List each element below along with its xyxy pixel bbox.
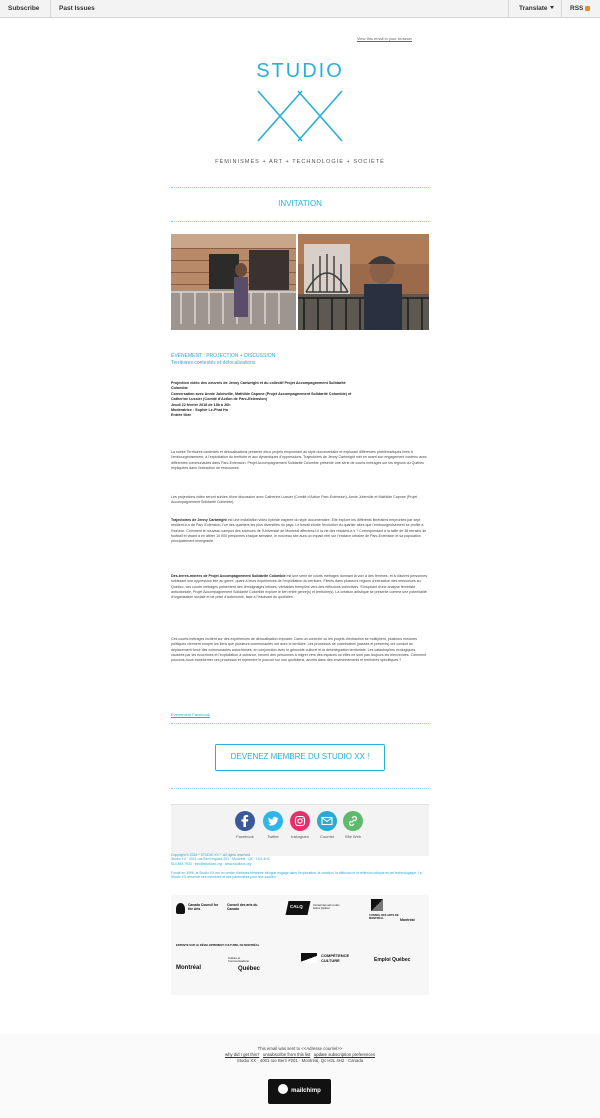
trajectoires-paragraph	[171, 518, 429, 544]
event-details	[171, 381, 429, 419]
email-footer	[0, 1046, 600, 1064]
des-terres-paragraph	[171, 574, 429, 600]
invitation-heading: INVITATION	[278, 199, 322, 208]
email-body	[0, 19, 600, 1034]
social-label: Facebook	[236, 834, 254, 839]
sponsor-culture-comm: Culture et Communications	[228, 956, 249, 964]
detail-line: Jeudi 22 février 2018 de 18h à 20h	[171, 402, 231, 407]
detail-line: Colombie	[171, 386, 188, 391]
canada-council-logo-icon	[176, 903, 185, 914]
detail-line: Catherine Lussier (Comité d'Action de Parc-Extension)	[171, 397, 267, 402]
intro-paragraph: La soirée Territoires contestés et délocalisations présente deux projets empruntant au style documentaire et explorant différentes problématiques liées à l'embourgeoisement, à l'exploitation du territoire et aux dynamiques d'oppressions. Trajectoires de Jenny Cartwright met en avant son engagement contenu avec différentes communautés dans Parc-Extension. Projet Accompagnement Solidarité Colombie présente une série de courts métrages sur les régions du Québec impliquées dans l'extraction de ressources.	[171, 450, 427, 470]
mailchimp-label: mailchimp	[291, 1088, 321, 1094]
sponsor-montreal: Montréal	[176, 965, 202, 971]
contact-line: 514.845.7934 · info@studioxx.org · www.studioxx.org	[171, 861, 252, 866]
facebook-icon	[235, 811, 255, 831]
become-member-button[interactable]: DEVENEZ MEMBRE DU STUDIO XX !	[215, 744, 385, 771]
xx-mark	[258, 91, 342, 141]
discussion-paragraph: Les projections vidéo seront suivies d'une discussion avec Catherine Lussier (Comité d'Action Parc-Extension), Annie Jubinville et Mathilde Capone (Projet Accompagnement Solidarité Colombie).	[171, 495, 418, 505]
twitter-icon	[263, 811, 283, 831]
mailchimp-badge[interactable]	[268, 1079, 331, 1104]
translate-label: Translate	[519, 5, 548, 12]
des-terres-lead: Des-terres-minées de Projet Accompagnement Solidarité Colombie	[171, 574, 286, 578]
facebook-event-link[interactable]: Événement Facebook	[171, 712, 210, 717]
unsubscribe-link[interactable]: unsubscribe from this list	[262, 1052, 311, 1057]
why-link[interactable]: why did I get this?	[224, 1052, 260, 1057]
trajectoires-lead: Trajectoires de Jenny Cartwright	[171, 518, 227, 522]
about-text: Fondé en 1996, le Studio XX est un centre d'artistes féministe bilingue engagé dans l'exploration, la création, la diffusion et la réflexion critique en art technologique. Le Studio XX remercie ses membres et ses partenaires pour leur soutien.	[171, 871, 422, 880]
sponsor-calq: CALQ	[290, 904, 303, 909]
detail-line: Projection vidéo des oeuvres de Jenny Cartwright et du collectif Projet Accompagnement Solidarité	[171, 381, 346, 385]
instagram-icon	[290, 811, 310, 831]
sponsor-quebec: Québec	[238, 966, 261, 972]
event-title: Territoires contestés et délocalisations	[171, 360, 256, 366]
past-issues-link[interactable]: Past Issues	[59, 5, 95, 12]
sponsor-emploi-quebec: Emploi Québec	[374, 957, 411, 963]
event-category: ÉVÉNEMENT : PROJECTION + DISCUSSION	[171, 353, 276, 359]
sponsor-logos	[171, 895, 429, 995]
social-website[interactable]	[338, 811, 368, 839]
studio-xx-logo	[200, 59, 400, 189]
divider	[171, 187, 429, 188]
divider	[508, 0, 509, 18]
sponsor-competence-culture: COMPÉTENCE CULTURE	[321, 953, 350, 963]
mail-icon	[317, 811, 337, 831]
social-label: Twitter	[267, 834, 279, 839]
social-links	[171, 804, 429, 856]
caret-down-icon	[550, 6, 554, 9]
divider	[171, 788, 429, 789]
social-instagram[interactable]	[285, 811, 315, 839]
top-bar	[0, 0, 600, 18]
divider	[171, 723, 429, 724]
social-label: Courriel	[319, 834, 334, 839]
des-terres-text: est une série de courts métrages donnant la voix à des femmes, et à d'autres personnes subissant une oppression liée au genre, quant à leurs expériences de l'exploitation du territoire. Filmés dans plusieurs régions d'extraction des ressources au Québec, ces courts métrages présentent des témoignages intimes, véritables tremplins vers des réflexions collectives. S'inspirant d'une analyse féministe anticoloniale, Projet Accompagnement Solidarité Colombie explore le lien entre genre(s) et territoire(s). La création artistique se présente comme une potentialité d'organisation sociale et de prise d'autonomie, face à l'insolvant du quotidien.	[171, 574, 428, 600]
sponsor-canada-council: Canada Council for the Arts	[188, 903, 219, 911]
social-label: Instagram	[291, 834, 309, 839]
view-in-browser-link[interactable]: View this email in your browser	[356, 36, 412, 41]
detail-line: Entrée libre	[171, 413, 192, 418]
translate-menu[interactable]	[511, 0, 562, 18]
link-icon	[343, 811, 363, 831]
event-photo-right	[298, 234, 429, 330]
sponsor-calq-sub: Conseil des arts et des lettres Québec	[313, 904, 340, 911]
cam-logo-icon	[371, 899, 383, 911]
divider	[171, 221, 429, 222]
logo-tagline: FÉMINISMES + ART + TECHNOLOGIE + SOCIÉTÉ	[215, 159, 385, 165]
rss-icon	[585, 6, 590, 11]
trajectoires-text: est une installation vidéo hybride inspirée du style documentaire. Elle explore les différents itinéraires empruntés par sept résident-e-s de Parc-Extension, l'un des quartiers les plus diversifiés du pays. Le travail étudie l'évolution du quartier alors que l'embourgeoisement se profile à l'horizon. Comment le nouveau campus des sciences de l'Université de Montréal affectera-t-il la vie des résident-e-s ? Correspondant à la taille de 38 terrains de football et visant à en attirer 10 000 personnes chaque semaine, le nouveau site aura un impact réel sur l'enclave urbaine de Parc-Extension et sa population principalement immigrante.	[171, 518, 427, 544]
social-twitter[interactable]	[258, 811, 288, 839]
detail-line: Modératrice : Sophie Le-Phat Ho	[171, 408, 228, 413]
rss-link[interactable]	[562, 0, 598, 18]
copyright-block	[171, 853, 429, 866]
copyright-line: Copyright © 2018 * STUDIO XX *, All rights reserved.	[171, 853, 251, 857]
address-line: Studio XX · 4001 rue Berri espace 201 · Montréal · QC · H2L 4H2	[171, 857, 270, 862]
sponsor-cam: CONSEIL DES ARTS DE MONTRÉAL	[369, 914, 399, 921]
rss-label: RSS	[570, 5, 584, 12]
mailchimp-icon	[278, 1084, 288, 1094]
subscribe-link[interactable]: Subscribe	[8, 5, 40, 12]
sent-to-text: This email was sent to <<Adresse courriel>>	[257, 1046, 343, 1051]
update-preferences-link[interactable]: update subscription preferences	[313, 1052, 376, 1057]
sponsor-montreal-top: Montréal	[400, 918, 415, 922]
detail-line: Conversation avec Annie Jubinville, Mathilde Capone (Projet Accompagnement Solidarité Colombie) et	[171, 391, 352, 396]
logo-word: STUDIO	[256, 60, 344, 82]
sponsor-entente: ENTENTE SUR LE DÉVELOPPEMENT CULTUREL DE MONTRÉAL	[176, 944, 260, 947]
delocalisation-paragraph: Ces courts-métrages incitent sur des expériences de délocalisation imposée. Dans un contexte où les projets d'extraction se multiplient, plusieurs mesures politiques viennent rompre les liens que plusieurs communautés ont avec le territoire. Les processus de colonisation (passés et présents) ont conduit au déplacement forcé des communautés autochtones, en conjonction avec le génocide culturel et la désintégration territoriale. Les catastrophes écologiques, causées par les écocrimes et l'exploitation à outrance, forcent des personnes à migrer vers des espaces où elles ne sont pas toujours les bienvenues. Comment pouvons-nous transformer ces processus et reprendre le pouvoir sur nos quotidiens, ancrés dans des environnements et territoires spécifiques ?	[171, 637, 427, 663]
social-facebook[interactable]	[230, 811, 260, 839]
sponsor-conseil-canada: Conseil des arts du Canada	[227, 903, 258, 911]
social-label: Site Web	[344, 834, 362, 839]
competence-culture-logo-icon	[301, 953, 317, 963]
event-photo-left	[171, 234, 296, 330]
footer-address: Studio XX · 4001 rue Berri #201 · Montréal, Qc H2L 4H2 · Canada	[236, 1058, 364, 1063]
